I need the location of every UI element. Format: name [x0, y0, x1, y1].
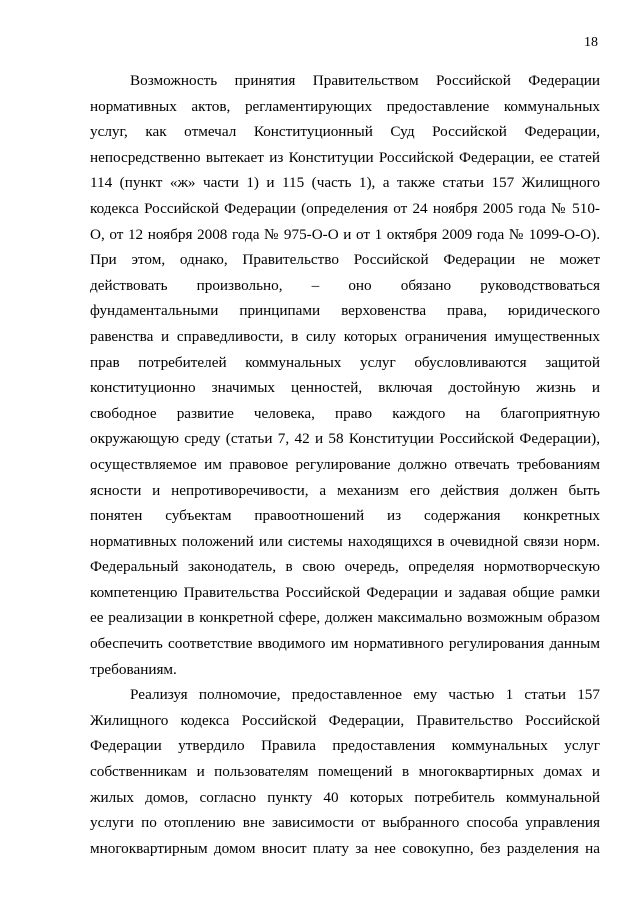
text-line: требованиям.: [90, 660, 177, 678]
text-line: равенства и справедливости, в силу которых ограничения имущественных: [90, 327, 600, 345]
text-line: нормативных положений или системы находящихся в очевидной связи норм.: [90, 532, 600, 550]
text-line: ясности и непротиворечивости, а механизм его действия должен быть: [90, 481, 600, 499]
text-line: прав потребителей коммунальных услуг обусловливаются защитой: [90, 353, 600, 371]
text-line: фундаментальными принципами верховенства права, юридического: [90, 302, 600, 320]
text-line: 114 (пункт «ж» части 1) и 115 (часть 1), а также статьи 157 Жилищного: [90, 174, 600, 192]
text-line: При этом, однако, Правительство Российской Федерации не может: [90, 251, 600, 269]
text-line: Жилищного кодекса Российской Федерации, Правительство Российской: [90, 711, 600, 729]
text-line: жилых домов, согласно пункту 40 которых потребитель коммунальной: [90, 788, 600, 806]
text-line: конституционно значимых ценностей, включая достойную жизнь и: [90, 379, 600, 397]
text-line: свободное развитие человека, право каждого на благоприятную: [90, 404, 600, 422]
text-line: услуги по отоплению вне зависимости от выбранного способа управления: [90, 814, 600, 832]
text-line: О, от 12 ноября 2008 года № 975-О-О и от 1 октября 2009 года № 1099-О-О).: [90, 225, 600, 243]
paragraph: [90, 68, 600, 682]
text-line: понятен субъектам правоотношений из содержания конкретных: [90, 507, 600, 525]
text-line: осуществляемое им правовое регулирование должно отвечать требованиям: [90, 455, 600, 473]
text-line: кодекса Российской Федерации (определения от 24 ноября 2005 года № 510-: [90, 199, 600, 217]
text-line: многоквартирным домом вносит плату за нее совокупно, без разделения на: [90, 839, 600, 857]
text-line: Федерации утвердило Правила предоставления коммунальных услуг: [90, 737, 600, 755]
text-line: Реализуя полномочие, предоставленное ему частью 1 статьи 157: [130, 686, 600, 704]
text-line: окружающую среду (статьи 7, 42 и 58 Конституции Российской Федерации),: [90, 430, 600, 448]
paragraph: [90, 682, 600, 861]
text-line: нормативных актов, регламентирующих предоставление коммунальных: [90, 97, 600, 115]
text-line: Возможность принятия Правительством Российской Федерации: [130, 72, 600, 89]
text-line: собственникам и пользователям помещений в многоквартирных домах и: [90, 763, 600, 781]
document-body: [90, 68, 600, 861]
text-line: Федеральный законодатель, в свою очередь, определяя нормотворческую: [90, 558, 600, 576]
page-number: 18: [584, 35, 598, 50]
text-line: услуг, как отмечал Конституционный Суд Российской Федерации,: [90, 123, 600, 141]
text-line: компетенцию Правительства Российской Федерации и задавая общие рамки: [90, 583, 600, 601]
text-line: непосредственно вытекает из Конституции Российской Федерации, ее статей: [90, 148, 600, 166]
text-line: действовать произвольно, – оно обязано руководствоваться: [90, 276, 600, 294]
text-line: ее реализации в конкретной сфере, должен максимально возможным образом: [90, 609, 600, 627]
text-line: обеспечить соответствие вводимого им нормативного регулирования данным: [90, 635, 600, 653]
